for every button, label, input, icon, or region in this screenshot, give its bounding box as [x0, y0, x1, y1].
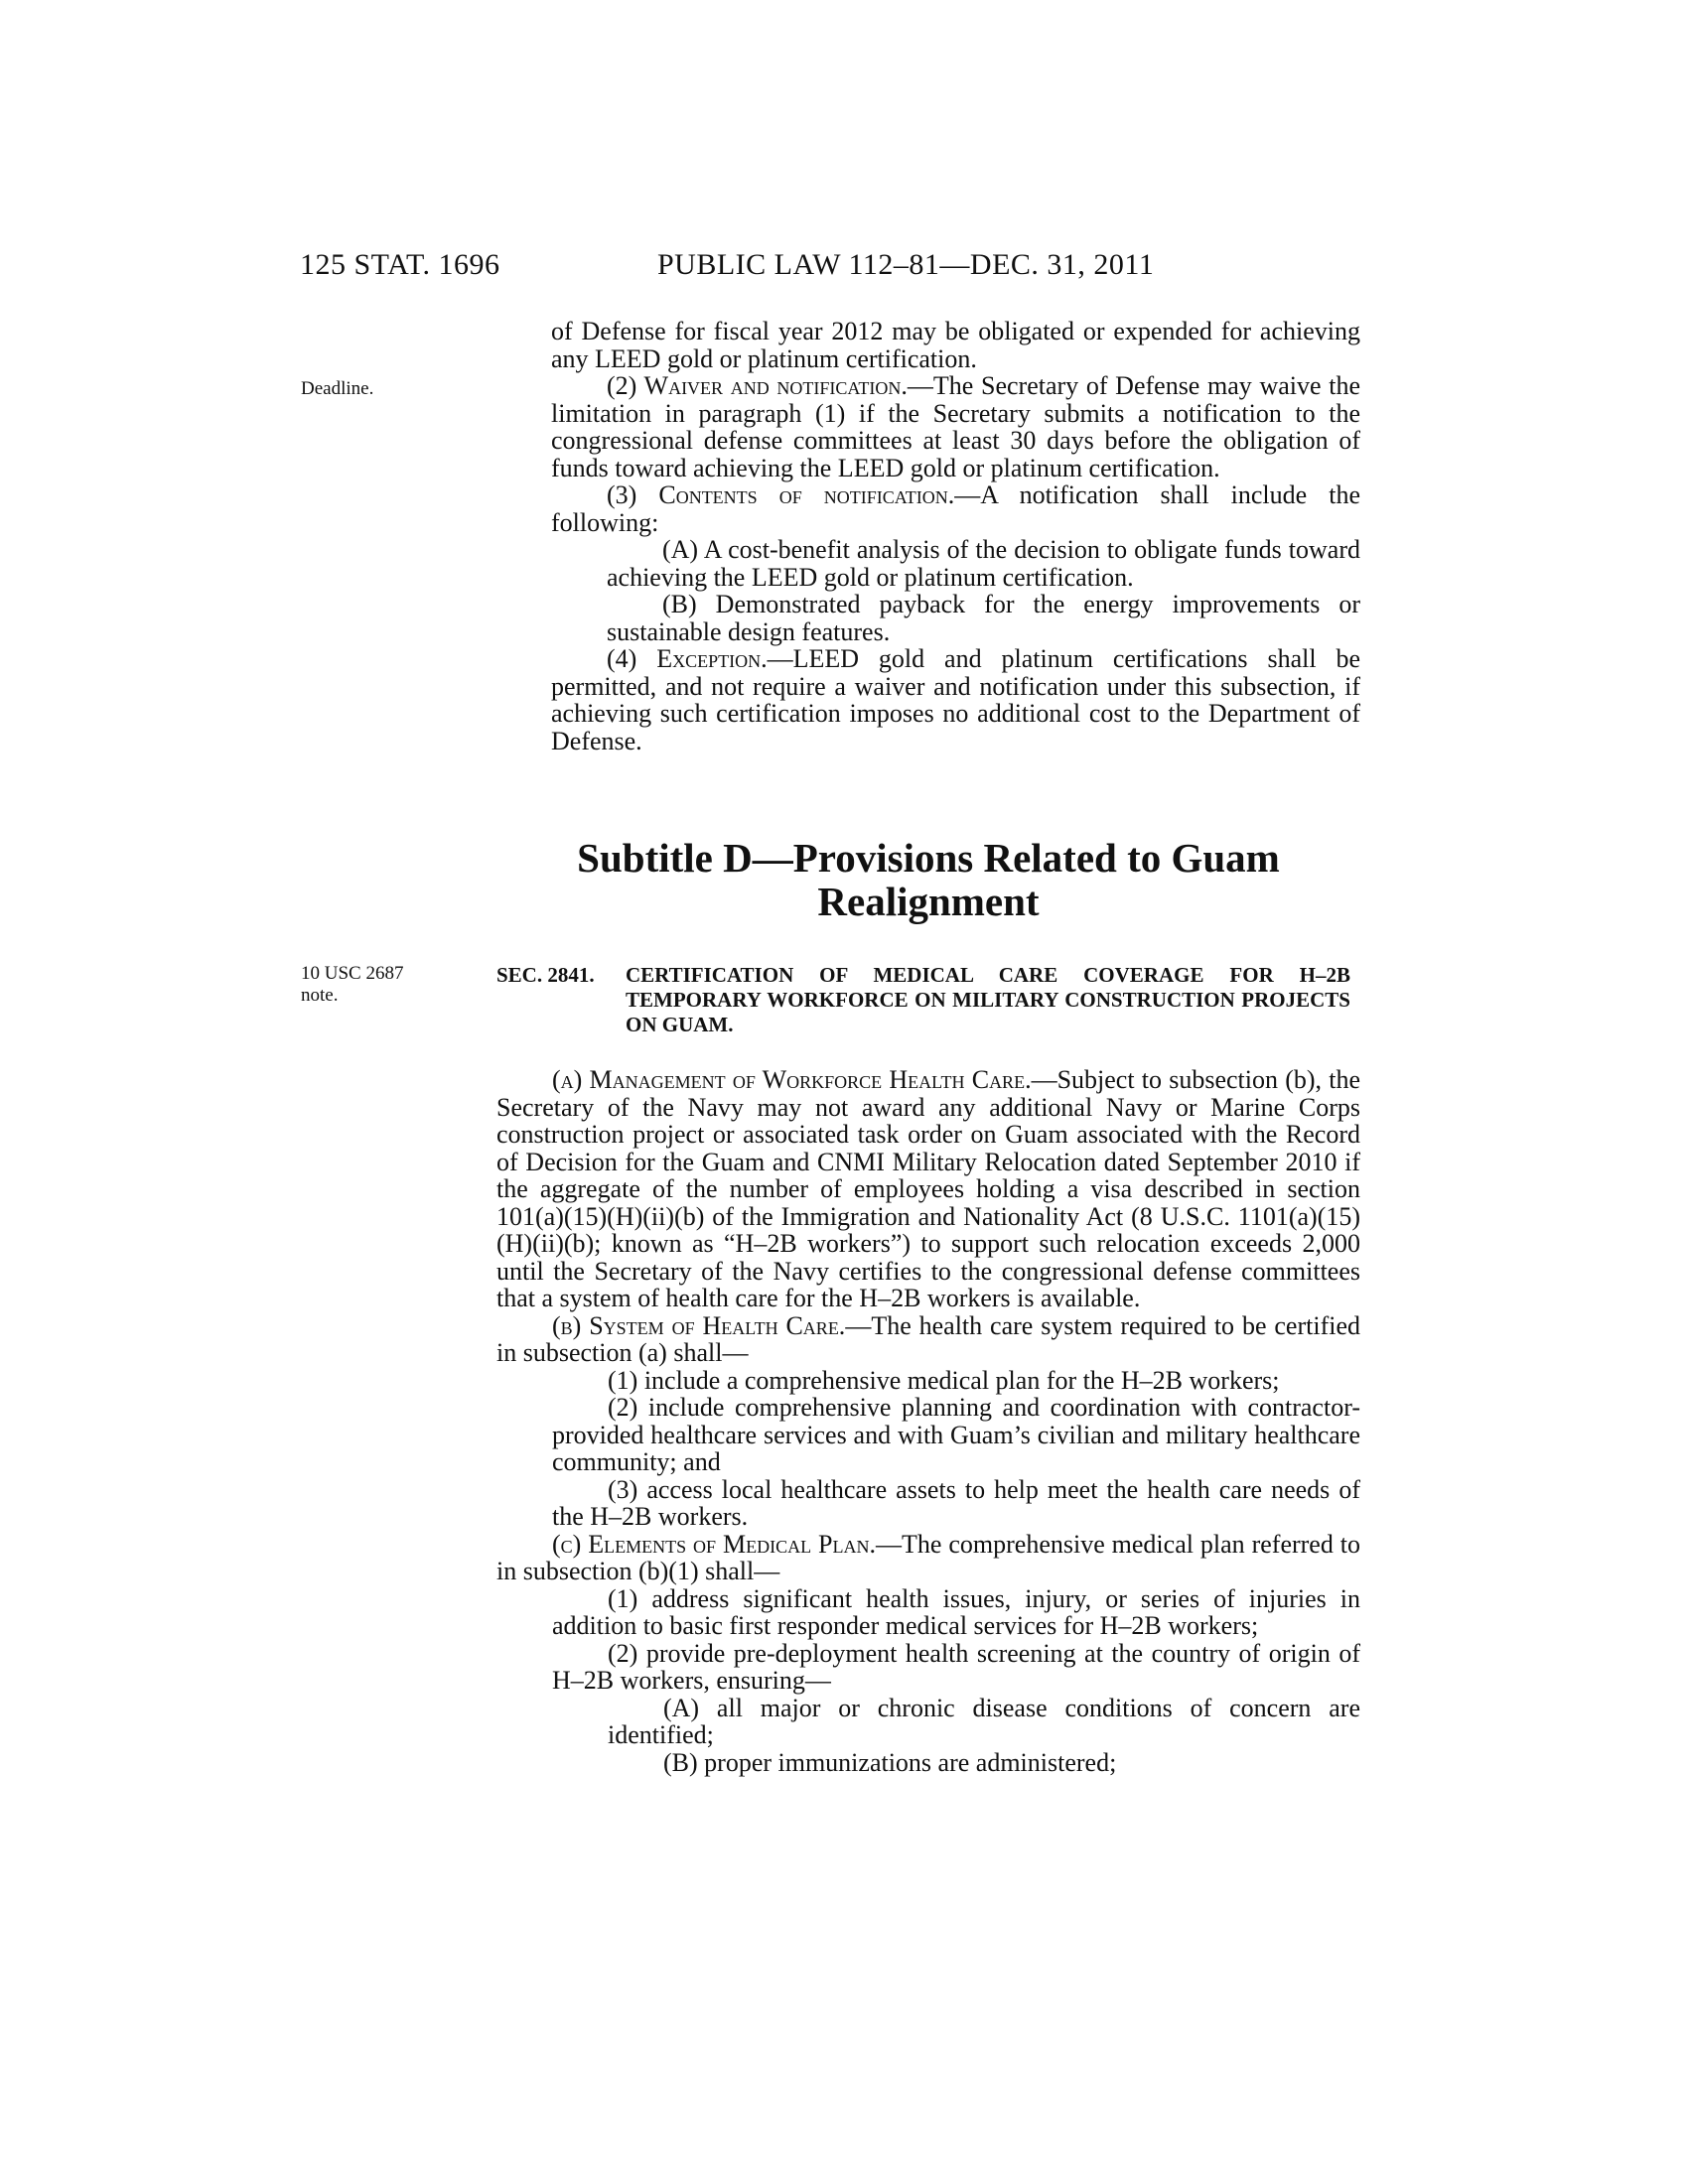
subsection-c-item-1: (1) address significant health issues, injury, or series of injuries in addition to basic first responder medical services for H–2B workers;	[552, 1583, 1360, 1640]
paragraph-continuation: of Defense for fiscal year 2012 may be obligated or expended for achieving any LEED gold or platinum certification.	[551, 317, 1360, 373]
margin-note-usc-line-1: 10 USC 2687	[301, 963, 404, 984]
paragraph-3-heading: (3) Contents of notification.	[607, 480, 955, 509]
margin-note-usc	[301, 963, 403, 1007]
subsection-c-heading: (c) Elements of Medical Plan.	[552, 1529, 876, 1559]
subsection-a-heading: (a) Management of Workforce Health Care.	[552, 1065, 1032, 1094]
subsection-b-item-2: (2) include comprehensive planning and coordination with contractor-provided healthcare services and with Guam’s civilian and military healthcare community; and	[552, 1393, 1360, 1476]
paragraph-2-heading: (2) Waiver and notification.	[607, 371, 908, 400]
subtitle-line-2: Realignment	[817, 879, 1040, 924]
paragraph-3-body: —A notification shall include the following:	[551, 480, 1360, 537]
paragraph-4-body: —LEED gold and platinum certifications shall be permitted, and not require a waiver and notification under this subsection, if achieving such certification imposes no additional cost to the Department of Defense.	[551, 644, 1360, 755]
section-2841-body	[496, 1066, 1360, 1776]
section-number: SEC. 2841.	[496, 963, 595, 987]
running-header: PUBLIC LAW 112–81—DEC. 31, 2011	[657, 248, 1155, 281]
subsection-a	[496, 1066, 1360, 1312]
subsection-b	[496, 1312, 1360, 1367]
paragraph-3	[551, 481, 1360, 536]
paragraph-4	[551, 645, 1360, 754]
section-heading	[496, 963, 1360, 1037]
subparagraph-3b: (B) Demonstrated payback for the energy improvements or sustainable design features.	[607, 590, 1360, 646]
subsection-c	[496, 1531, 1360, 1585]
margin-note-deadline: Deadline.	[301, 378, 374, 399]
section-title: CERTIFICATION OF MEDICAL CARE COVERAGE FOR H–2B TEMPORARY WORKFORCE ON MILITARY CONSTRUCTION PROJECTS ON GUAM.	[626, 963, 1350, 1036]
subsection-b-heading: (b) System of Health Care.	[552, 1310, 846, 1340]
subsection-c-item-2: (2) provide pre-deployment health screening at the country of origin of H–2B workers, ensuring—	[552, 1638, 1360, 1695]
statute-page-number: 125 STAT. 1696	[300, 248, 500, 281]
subtitle-line-1: Subtitle D—Provisions Related to Guam	[577, 835, 1280, 881]
paragraph-2-body: —The Secretary of Defense may waive the limitation in paragraph (1) if the Secretary submits a notification to the congressional defense committees at least 30 days before the obligation of funds toward achieving the LEED gold or platinum certification.	[551, 371, 1360, 482]
subtitle-heading	[496, 836, 1360, 923]
paragraph-2	[551, 372, 1360, 481]
subparagraph-3a: (A) A cost-benefit analysis of the decision to obligate funds toward achieving the LEED gold or platinum certification.	[607, 535, 1360, 592]
subsection-c-item-2b: (B) proper immunizations are administered;	[663, 1747, 1117, 1777]
subsection-b-body: —The health care system required to be certified in subsection (a) shall—	[496, 1310, 1360, 1367]
top-section-text	[551, 318, 1360, 754]
subsection-a-body: —Subject to subsection (b), the Secretary of the Navy may not award any additional Navy or Marine Corps construction project or associated task order on Guam associated with the Record of Decision for the Guam and CNMI Military Relocation dated September 2010 if the aggregate of the number of employees holding a visa described in section 101(a)(15)(H)(ii)(b) of the Immigration and Nationality Act (8 U.S.C. 1101(a)(15)(H)(ii)(b); known as “H–2B workers”) to support such relocation exceeds 2,000 until the Secretary of the Navy certifies to the congressional defense committees that a system of health care for the H–2B workers is available.	[496, 1065, 1360, 1312]
subsection-c-body: —The comprehensive medical plan referred to in subsection (b)(1) shall—	[496, 1529, 1360, 1585]
subsection-b-item-3: (3) access local healthcare assets to help meet the health care needs of the H–2B workers.	[552, 1474, 1360, 1531]
margin-note-usc-line-2: note.	[301, 985, 339, 1006]
subsection-c-item-2a: (A) all major or chronic disease conditions of concern are identified;	[608, 1693, 1360, 1749]
subsection-b-item-1: (1) include a comprehensive medical plan for the H–2B workers;	[608, 1365, 1280, 1395]
paragraph-4-heading: (4) Exception.	[607, 644, 768, 673]
